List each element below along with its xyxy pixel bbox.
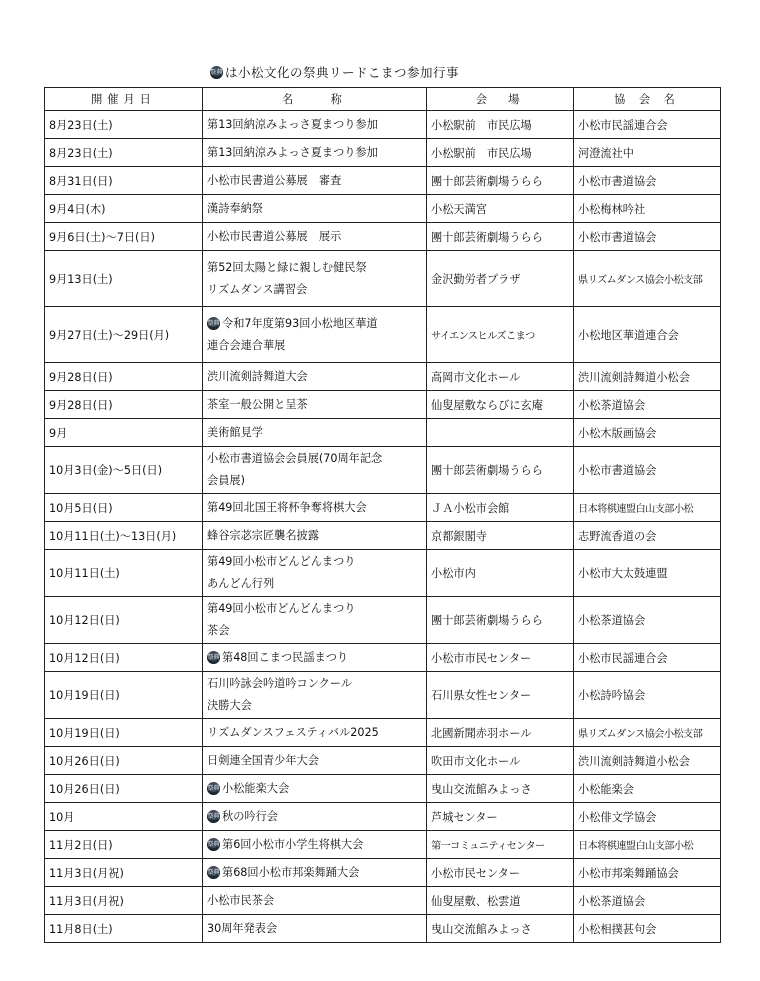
table-header-row: [45, 88, 721, 111]
name-cell: [203, 307, 427, 363]
association-cell: 小松市民謡連合会: [574, 111, 721, 139]
venue-cell: 小松駅前 市民広場: [427, 111, 574, 139]
event-name-text: 第13回納涼みよっさ夏まつり参加: [207, 145, 378, 159]
venue-cell: 小松市民センター: [427, 859, 574, 887]
name-cell: [203, 167, 427, 195]
table-row: [45, 522, 721, 550]
event-name-text: 石川吟詠会吟道吟コンクール: [207, 677, 352, 690]
event-name-line: [207, 366, 426, 388]
name-cell: [203, 831, 427, 859]
event-name-text: 小松市民書道公募展 審査: [207, 173, 342, 187]
event-name-line: [207, 226, 426, 248]
event-name-line: [207, 114, 426, 136]
association-cell: 河澄流社中: [574, 139, 721, 167]
culture-festival-mark-icon: 祭典: [210, 66, 223, 79]
venue-cell: 小松市内: [427, 550, 574, 597]
name-cell: [203, 644, 427, 672]
table-row: [45, 859, 721, 887]
name-cell: [203, 597, 427, 644]
venue-cell: 第一コミュニティセンター: [427, 831, 574, 859]
date-cell: 9月27日(土)～29日(月): [45, 307, 203, 363]
culture-festival-mark-icon: 祭典: [207, 317, 220, 330]
table-row: [45, 915, 721, 943]
event-name-line: [207, 695, 426, 717]
name-cell: [203, 522, 427, 550]
event-name-line: [207, 170, 426, 192]
header-name: 名 称: [203, 88, 427, 111]
table-row: [45, 139, 721, 167]
name-cell: [203, 363, 427, 391]
venue-cell: 團十郎芸術劇場うらら: [427, 597, 574, 644]
event-name-line: [207, 394, 426, 416]
events-table: [44, 87, 721, 943]
venue-cell: 小松天満宮: [427, 195, 574, 223]
event-name-text: 茶室一般公開と呈茶: [207, 397, 308, 411]
venue-cell: 團十郎芸術劇場うらら: [427, 223, 574, 251]
venue-cell: 小松市市民センター: [427, 644, 574, 672]
event-name-text: 令和7年度第93回小松地区華道: [222, 316, 378, 330]
header-association: 協 会 名: [574, 88, 721, 111]
date-cell: 10月26日(日): [45, 775, 203, 803]
date-cell: 8月23日(土): [45, 139, 203, 167]
name-cell: [203, 803, 427, 831]
date-cell: 10月3日(金)～5日(日): [45, 447, 203, 494]
table-row: [45, 391, 721, 419]
date-cell: 10月11日(土)～13日(月): [45, 522, 203, 550]
association-cell: 小松詩吟協会: [574, 672, 721, 719]
venue-cell: 曳山交流館みよっさ: [427, 775, 574, 803]
name-cell: [203, 447, 427, 494]
date-cell: 10月26日(日): [45, 747, 203, 775]
table-row: [45, 672, 721, 719]
association-cell: 小松俳文学協会: [574, 803, 721, 831]
event-name-text: リズムダンス講習会: [207, 282, 308, 296]
date-cell: 11月2日(日): [45, 831, 203, 859]
venue-cell: 團十郎芸術劇場うらら: [427, 447, 574, 494]
association-cell: 小松梅林吟社: [574, 195, 721, 223]
event-name-text: 漢詩奉納祭: [207, 201, 263, 215]
event-name-text: 第52回太陽と緑に親しむ健民祭: [207, 260, 367, 274]
venue-cell: 團十郎芸術劇場うらら: [427, 167, 574, 195]
association-cell: 日本将棋連盟白山支部小松: [574, 831, 721, 859]
table-row: [45, 775, 721, 803]
name-cell: [203, 915, 427, 943]
venue-cell: 吹田市文化ホール: [427, 747, 574, 775]
table-row: [45, 550, 721, 597]
event-name-text: 小松能楽大会: [222, 781, 290, 795]
venue-cell: 曳山交流館みよっさ: [427, 915, 574, 943]
table-row: [45, 597, 721, 644]
name-cell: [203, 672, 427, 719]
table-row: [45, 363, 721, 391]
event-name-line: [207, 620, 426, 642]
event-name-line: [207, 448, 426, 470]
culture-festival-mark-icon: 祭典: [207, 651, 220, 664]
event-name-text: あんどん行列: [207, 577, 275, 590]
event-name-line: [207, 257, 426, 279]
table-body: [45, 111, 721, 943]
event-name-text: 日剣連全国青少年大会: [207, 753, 319, 767]
event-name-line: [207, 834, 426, 856]
date-cell: 10月12日(日): [45, 644, 203, 672]
name-cell: [203, 859, 427, 887]
event-name-line: [207, 647, 426, 669]
date-cell: 9月6日(土)～7日(日): [45, 223, 203, 251]
venue-cell: 北國新聞赤羽ホール: [427, 719, 574, 747]
name-cell: [203, 391, 427, 419]
event-name-line: [207, 862, 426, 884]
venue-cell: 金沢勤労者プラザ: [427, 251, 574, 307]
association-cell: 小松市書道協会: [574, 167, 721, 195]
table-row: [45, 419, 721, 447]
association-cell: 日本将棋連盟白山支部小松: [574, 494, 721, 522]
event-name-text: 渋川流剣詩舞道大会: [207, 369, 308, 383]
date-cell: 10月19日(日): [45, 672, 203, 719]
venue-cell: [427, 419, 574, 447]
event-name-line: [207, 142, 426, 164]
venue-cell: 高岡市文化ホール: [427, 363, 574, 391]
date-cell: 9月28日(日): [45, 391, 203, 419]
event-name-line: [207, 573, 426, 595]
venue-cell: 仙叟屋敷、松雲道: [427, 887, 574, 915]
name-cell: [203, 419, 427, 447]
table-row: [45, 195, 721, 223]
header-venue: 会 場: [427, 88, 574, 111]
event-name-text: 第48回こまつ民謡まつり: [222, 650, 349, 664]
association-cell: 県リズムダンス協会小松支部: [574, 719, 721, 747]
table-row: [45, 447, 721, 494]
title-text: は小松文化の祭典リードこまつ参加行事: [225, 65, 460, 80]
association-cell: 小松市民謡連合会: [574, 644, 721, 672]
venue-cell: 芦城センター: [427, 803, 574, 831]
event-name-line: [207, 279, 426, 301]
event-name-line: [207, 673, 426, 695]
event-name-text: 小松市民茶会: [207, 893, 275, 907]
date-cell: 8月31日(日): [45, 167, 203, 195]
event-name-text: 第49回北国王将杯争奪将棋大会: [207, 500, 367, 514]
table-row: [45, 167, 721, 195]
event-name-text: 小松市民書道公募展 展示: [207, 229, 342, 243]
event-name-text: 秋の吟行会: [222, 809, 278, 823]
table-row: [45, 307, 721, 363]
date-cell: 10月11日(土): [45, 550, 203, 597]
event-name-line: [207, 313, 426, 335]
association-cell: 小松木版画協会: [574, 419, 721, 447]
name-cell: [203, 223, 427, 251]
name-cell: [203, 111, 427, 139]
header-date: 開催月日: [45, 88, 203, 111]
event-name-line: [207, 422, 426, 444]
event-name-text: 会員展): [207, 474, 245, 487]
table-row: [45, 644, 721, 672]
table-row: [45, 747, 721, 775]
table-row: [45, 887, 721, 915]
date-cell: 10月5日(日): [45, 494, 203, 522]
association-cell: 小松茶道協会: [574, 597, 721, 644]
date-cell: 11月3日(月祝): [45, 887, 203, 915]
association-cell: 小松茶道協会: [574, 887, 721, 915]
event-name-line: [207, 598, 426, 620]
event-name-text: 美術館見学: [207, 425, 263, 439]
event-name-text: 連合会連合華展: [207, 338, 286, 352]
date-cell: 10月: [45, 803, 203, 831]
date-cell: 8月23日(土): [45, 111, 203, 139]
name-cell: [203, 775, 427, 803]
association-cell: 小松市邦楽舞踊協会: [574, 859, 721, 887]
association-cell: 小松市書道協会: [574, 223, 721, 251]
event-name-line: [207, 806, 426, 828]
date-cell: 10月19日(日): [45, 719, 203, 747]
venue-cell: 京都銀閣寺: [427, 522, 574, 550]
event-name-line: [207, 198, 426, 220]
event-name-line: [207, 750, 426, 772]
association-cell: 小松地区華道連合会: [574, 307, 721, 363]
date-cell: 11月3日(月祝): [45, 859, 203, 887]
association-cell: 渋川流剣詩舞道小松会: [574, 747, 721, 775]
venue-cell: サイエンスヒルズこまつ: [427, 307, 574, 363]
name-cell: [203, 195, 427, 223]
table-row: [45, 111, 721, 139]
date-cell: 9月4日(木): [45, 195, 203, 223]
event-name-text: 第49回小松市どんどんまつり: [207, 555, 356, 568]
table-row: [45, 251, 721, 307]
date-cell: 10月12日(日): [45, 597, 203, 644]
venue-cell: 小松駅前 市民広場: [427, 139, 574, 167]
name-cell: [203, 747, 427, 775]
event-name-text: 茶会: [207, 624, 230, 637]
date-cell: 9月28日(日): [45, 363, 203, 391]
name-cell: [203, 139, 427, 167]
event-name-text: 第49回小松市どんどんまつり: [207, 602, 356, 615]
name-cell: [203, 550, 427, 597]
event-name-text: 第6回小松市小学生将棋大会: [222, 837, 364, 851]
event-name-line: [207, 890, 426, 912]
date-cell: 9月: [45, 419, 203, 447]
date-cell: 11月8日(土): [45, 915, 203, 943]
table-row: [45, 494, 721, 522]
culture-festival-mark-icon: 祭典: [207, 810, 220, 823]
event-name-text: 決勝大会: [207, 699, 252, 712]
association-cell: 志野流香道の会: [574, 522, 721, 550]
event-name-text: 蜂谷宗苾宗匠襲名披露: [207, 528, 319, 542]
venue-cell: 石川県女性センター: [427, 672, 574, 719]
association-cell: 小松市書道協会: [574, 447, 721, 494]
association-cell: 県リズムダンス協会小松支部: [574, 251, 721, 307]
event-name-line: [207, 722, 426, 744]
culture-festival-mark-icon: 祭典: [207, 838, 220, 851]
event-name-line: [207, 497, 426, 519]
association-cell: 小松相撲甚句会: [574, 915, 721, 943]
association-cell: 小松茶道協会: [574, 391, 721, 419]
event-name-text: 小松市書道協会会員展(70周年記念: [207, 452, 383, 465]
name-cell: [203, 719, 427, 747]
event-name-line: [207, 918, 426, 940]
venue-cell: 仙叟屋敷ならびに玄庵: [427, 391, 574, 419]
name-cell: [203, 494, 427, 522]
event-name-line: [207, 551, 426, 573]
association-cell: 小松能楽会: [574, 775, 721, 803]
table-row: [45, 831, 721, 859]
event-name-line: [207, 470, 426, 492]
event-name-text: 第13回納涼みよっさ夏まつり参加: [207, 117, 378, 131]
table-row: [45, 223, 721, 251]
association-cell: 小松市大太鼓連盟: [574, 550, 721, 597]
culture-festival-mark-icon: 祭典: [207, 866, 220, 879]
name-cell: [203, 251, 427, 307]
venue-cell: ＪＡ小松市会館: [427, 494, 574, 522]
event-name-text: リズムダンスフェスティバル2025: [207, 725, 379, 739]
event-name-line: [207, 525, 426, 547]
association-cell: 渋川流剣詩舞道小松会: [574, 363, 721, 391]
table-row: [45, 803, 721, 831]
name-cell: [203, 887, 427, 915]
event-name-line: [207, 335, 426, 357]
document-title: [210, 63, 459, 81]
event-name-line: [207, 778, 426, 800]
event-name-text: 第68回小松市邦楽舞踊大会: [222, 865, 360, 879]
date-cell: 9月13日(土): [45, 251, 203, 307]
culture-festival-mark-icon: 祭典: [207, 782, 220, 795]
table-row: [45, 719, 721, 747]
event-name-text: 30周年発表会: [207, 921, 278, 935]
